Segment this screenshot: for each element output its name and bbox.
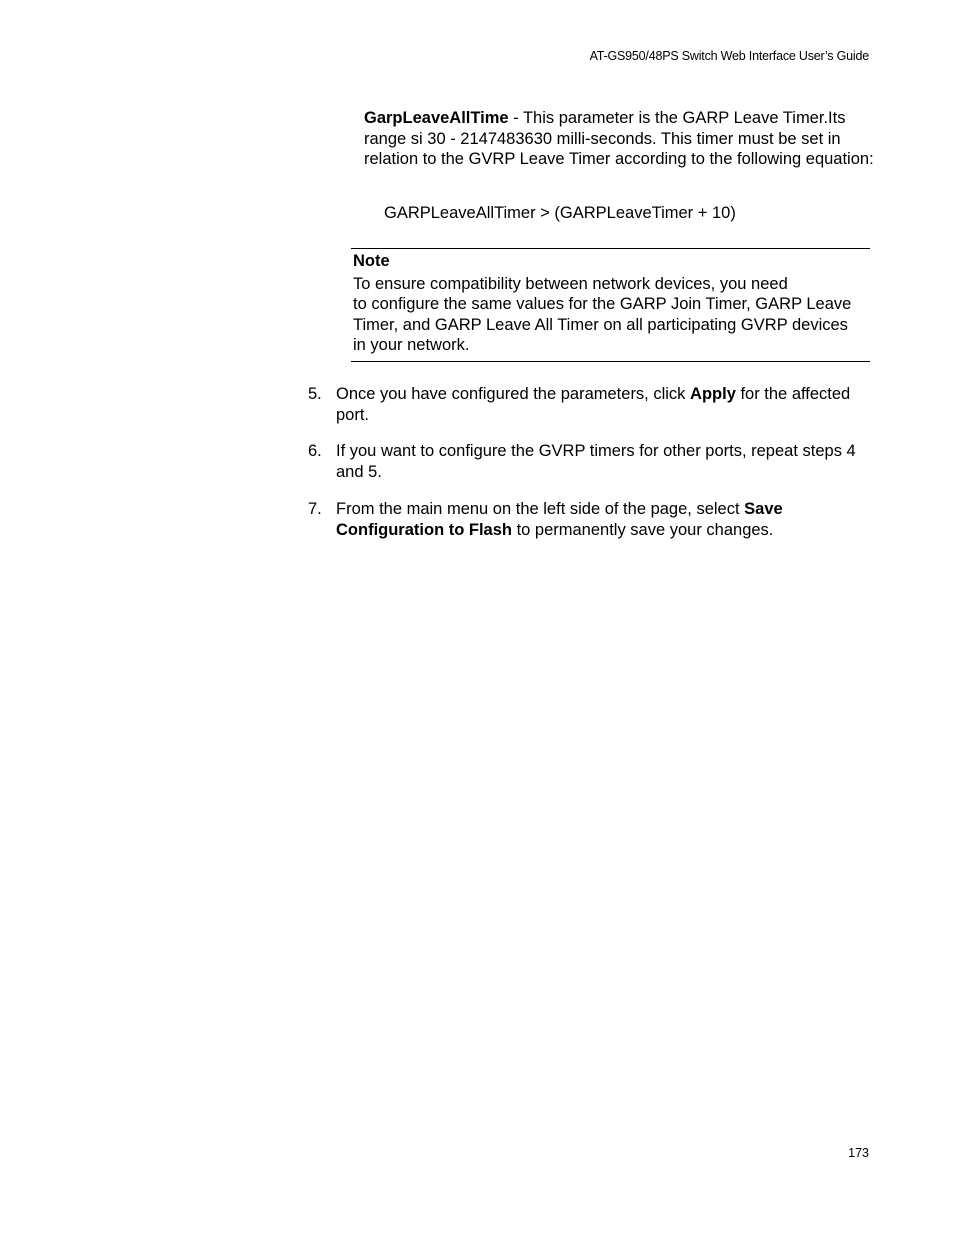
- note-line: to configure the same values for the GARP Join Timer, GARP Leave: [353, 295, 852, 313]
- note-line: Timer, and GARP Leave All Timer on all participating GVRP devices: [353, 315, 848, 334]
- step-text-part: to permanently save your changes.: [511, 520, 774, 539]
- note-title: Note: [353, 252, 390, 270]
- step-text: If you want to configure the GVRP timers for other ports, repeat steps 4 and 5.: [336, 442, 856, 481]
- step-text-part: for the affected port.: [336, 385, 851, 424]
- step-number: 7.: [308, 500, 322, 518]
- step-6: [308, 441, 874, 482]
- step-number: 6.: [308, 442, 322, 460]
- note-line: To ensure compatibility between network devices, you need: [353, 274, 788, 293]
- save-configuration-term: Save Configuration to Flash: [336, 500, 783, 539]
- parameter-description: [364, 108, 874, 170]
- page-number: 173: [848, 1146, 869, 1160]
- step-text-part: From the main menu on the left side of the page, select: [336, 500, 745, 518]
- step-number: 5.: [308, 385, 322, 403]
- step-text: [336, 384, 874, 425]
- step-text: [336, 499, 874, 540]
- parameter-text: - This parameter is the GARP Leave Timer.Its range si 30 - 2147483630 milli-seconds. This timer must be set in relation to the GVRP Leave Timer according to the following equation:: [364, 109, 874, 168]
- step-7: [308, 499, 874, 540]
- note-box: [351, 248, 870, 362]
- step-5: [308, 384, 874, 425]
- step-text-part: Once you have configured the parameters, click: [336, 385, 691, 403]
- note-line: in your network.: [353, 336, 470, 354]
- equation: GARPLeaveAllTimer > (GARPLeaveTimer + 10): [384, 204, 736, 222]
- apply-term: Apply: [690, 385, 736, 403]
- parameter-name: GarpLeaveAllTime: [364, 109, 509, 127]
- running-header: AT-GS950/48PS Switch Web Interface User’s Guide: [589, 49, 869, 63]
